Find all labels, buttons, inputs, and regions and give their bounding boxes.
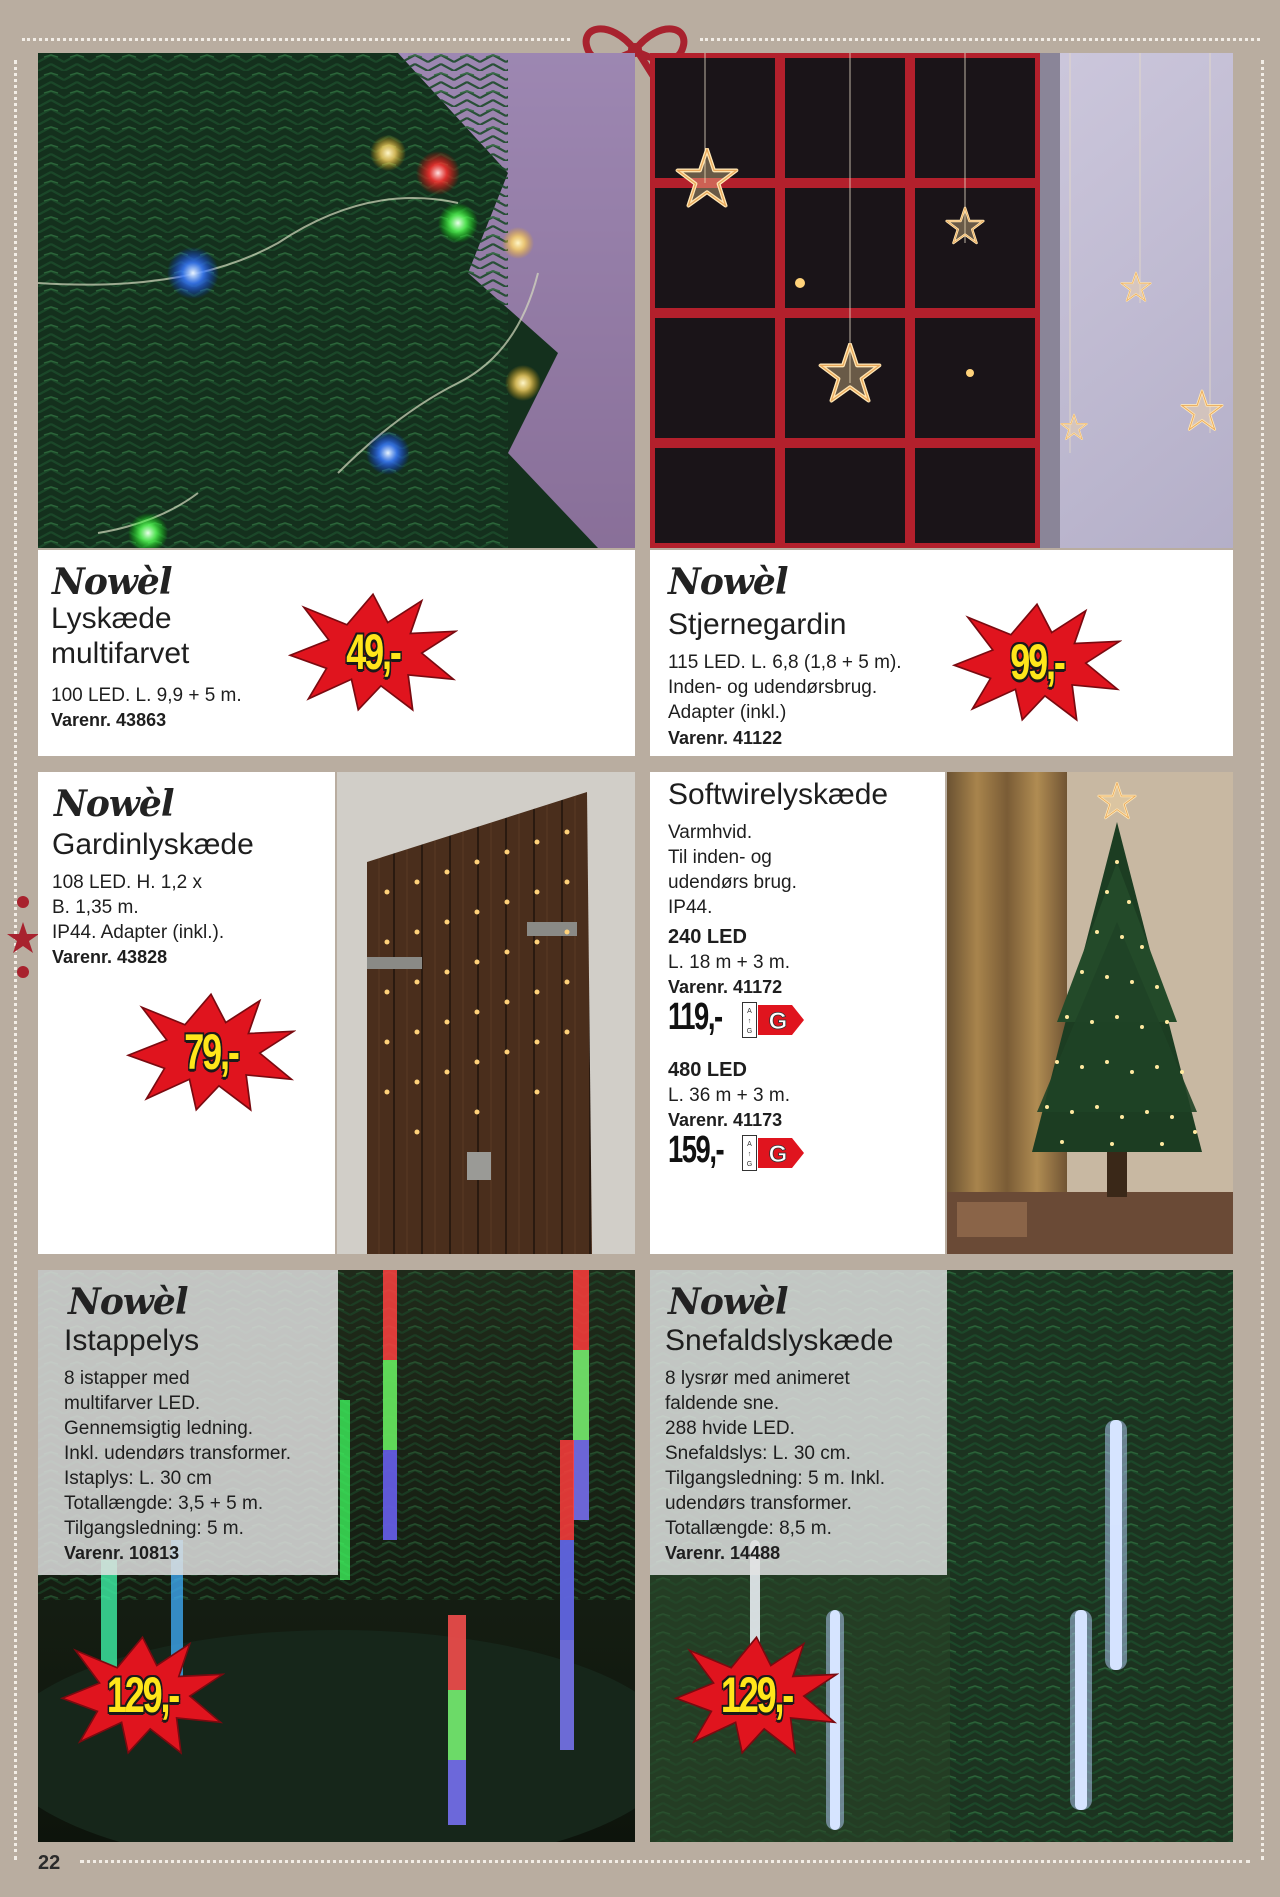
product-info-box xyxy=(650,772,945,1254)
product-spec: Inkl. udendørs transformer. xyxy=(64,1443,292,1464)
price-burst xyxy=(952,602,1122,722)
svg-text:G: G xyxy=(746,1028,753,1035)
product-spec: 8 lysrør med animeret xyxy=(665,1368,850,1389)
product-card-gardinlyskaede xyxy=(38,772,635,1254)
product-sku: Varenr. 43863 xyxy=(51,710,167,730)
brand-logo: Nowèl xyxy=(52,561,172,603)
brand-logo: Nowèl xyxy=(68,1281,188,1323)
top-border-dots-left xyxy=(22,38,570,41)
product-info-box xyxy=(38,550,635,756)
product-spec: Gennemsigtig ledning. xyxy=(64,1418,254,1439)
variant-price-row xyxy=(668,1129,788,1172)
product-spec: Tilgangsledning: 5 m. xyxy=(64,1518,244,1539)
product-sku: Varenr. 14488 xyxy=(665,1543,781,1563)
svg-text:↑: ↑ xyxy=(747,1151,752,1158)
product-card-snefaldslyskaede xyxy=(650,1270,1233,1842)
variant-spec: L. 36 m + 3 m. xyxy=(668,1085,790,1106)
variant-sku: Varenr. 41173 xyxy=(668,1110,783,1130)
energy-class-letter: G xyxy=(768,1141,788,1168)
product-spec: Til inden- og xyxy=(668,847,772,868)
product-spec: Varmhvid. xyxy=(668,822,753,843)
product-info-box xyxy=(650,550,1233,756)
price-label: 99,- xyxy=(1010,634,1064,690)
product-spec: udendørs transformer. xyxy=(665,1493,852,1514)
product-photo-christmas-tree-warm-lights xyxy=(947,772,1233,1254)
price-burst xyxy=(126,992,296,1112)
product-spec: Inden- og udendørsbrug. xyxy=(668,677,878,698)
price-label: 79,- xyxy=(184,1024,238,1080)
brand-logo: Nowèl xyxy=(54,783,174,825)
product-photo-star-curtain-window xyxy=(650,53,1233,548)
star-ornament-decoration xyxy=(6,890,40,990)
energy-label-icon xyxy=(742,1002,806,1038)
product-spec: Snefaldslys: L. 30 cm. xyxy=(665,1443,851,1464)
product-spec: 108 LED. H. 1,2 x xyxy=(52,872,202,893)
price-label: 129,- xyxy=(106,1667,179,1723)
product-photo-tree-multicolor-lights xyxy=(38,53,635,548)
product-card-stjernegardin xyxy=(650,53,1233,756)
product-sku: Varenr. 43828 xyxy=(52,947,168,967)
product-photo-curtain-lights-door xyxy=(337,772,635,1254)
top-border-dots-right xyxy=(700,38,1260,41)
product-name: Softwirelyskæde xyxy=(668,778,889,811)
product-spec: Tilgangsledning: 5 m. Inkl. xyxy=(665,1468,886,1489)
product-spec: Istaplys: L. 30 cm xyxy=(64,1468,212,1489)
price-burst xyxy=(674,1635,839,1755)
energy-label-icon xyxy=(742,1135,806,1171)
svg-text:G: G xyxy=(746,1161,753,1168)
product-card-softwirelyskaede xyxy=(650,772,1233,1254)
product-info-box xyxy=(38,1270,338,1575)
price-label: 49,- xyxy=(346,624,400,680)
product-name: Gardinlyskæde xyxy=(52,828,254,861)
page-number: 22 xyxy=(38,1852,61,1874)
variant-title: 240 LED xyxy=(668,926,747,948)
price-label: 129,- xyxy=(720,1667,793,1723)
variant-price: 159,- xyxy=(668,1129,724,1171)
energy-class-letter: G xyxy=(768,1008,788,1035)
product-card-lyskaede-multifarvet xyxy=(38,53,635,756)
bottom-border-dots xyxy=(80,1860,1250,1863)
product-name: Snefaldslyskæde xyxy=(665,1324,894,1357)
product-info-box xyxy=(38,772,335,1254)
product-spec: IP44. xyxy=(668,897,713,918)
product-spec: 115 LED. L. 6,8 (1,8 + 5 m). xyxy=(668,652,902,673)
product-info-box xyxy=(650,1270,947,1575)
product-sku: Varenr. 10813 xyxy=(64,1543,180,1563)
product-name: Lyskæde multifarvet xyxy=(51,602,190,670)
svg-text:↑: ↑ xyxy=(747,1018,752,1025)
variant-spec: L. 18 m + 3 m. xyxy=(668,952,790,973)
price-burst xyxy=(288,592,458,712)
product-spec: Totallængde: 8,5 m. xyxy=(665,1518,832,1539)
product-name: Istappelys xyxy=(64,1324,200,1357)
svg-text:A: A xyxy=(747,1141,752,1148)
variant-price: 119,- xyxy=(668,996,722,1038)
brand-logo: Nowèl xyxy=(668,1281,788,1323)
price-burst xyxy=(60,1635,225,1755)
variant-price-row xyxy=(668,996,788,1039)
right-border-dots xyxy=(1261,60,1264,1860)
product-spec: IP44. Adapter (inkl.). xyxy=(52,922,225,943)
brand-logo: Nowèl xyxy=(668,561,788,603)
product-card-istappelys xyxy=(38,1270,635,1842)
product-spec: 8 istapper med xyxy=(64,1368,190,1389)
product-spec: Adapter (inkl.) xyxy=(668,702,787,723)
variant-title: 480 LED xyxy=(668,1059,747,1081)
product-spec: Totallængde: 3,5 + 5 m. xyxy=(64,1493,264,1514)
product-name: Stjernegardin xyxy=(668,608,847,641)
product-spec: faldende sne. xyxy=(665,1393,780,1414)
product-spec: multifarver LED. xyxy=(64,1393,201,1414)
product-spec: 100 LED. L. 9,9 + 5 m. xyxy=(51,685,242,706)
product-sku: Varenr. 41122 xyxy=(668,728,783,748)
product-spec: B. 1,35 m. xyxy=(52,897,139,918)
product-spec: udendørs brug. xyxy=(668,872,797,893)
product-spec: 288 hvide LED. xyxy=(665,1418,795,1439)
variant-sku: Varenr. 41172 xyxy=(668,977,783,997)
svg-text:A: A xyxy=(747,1008,752,1015)
